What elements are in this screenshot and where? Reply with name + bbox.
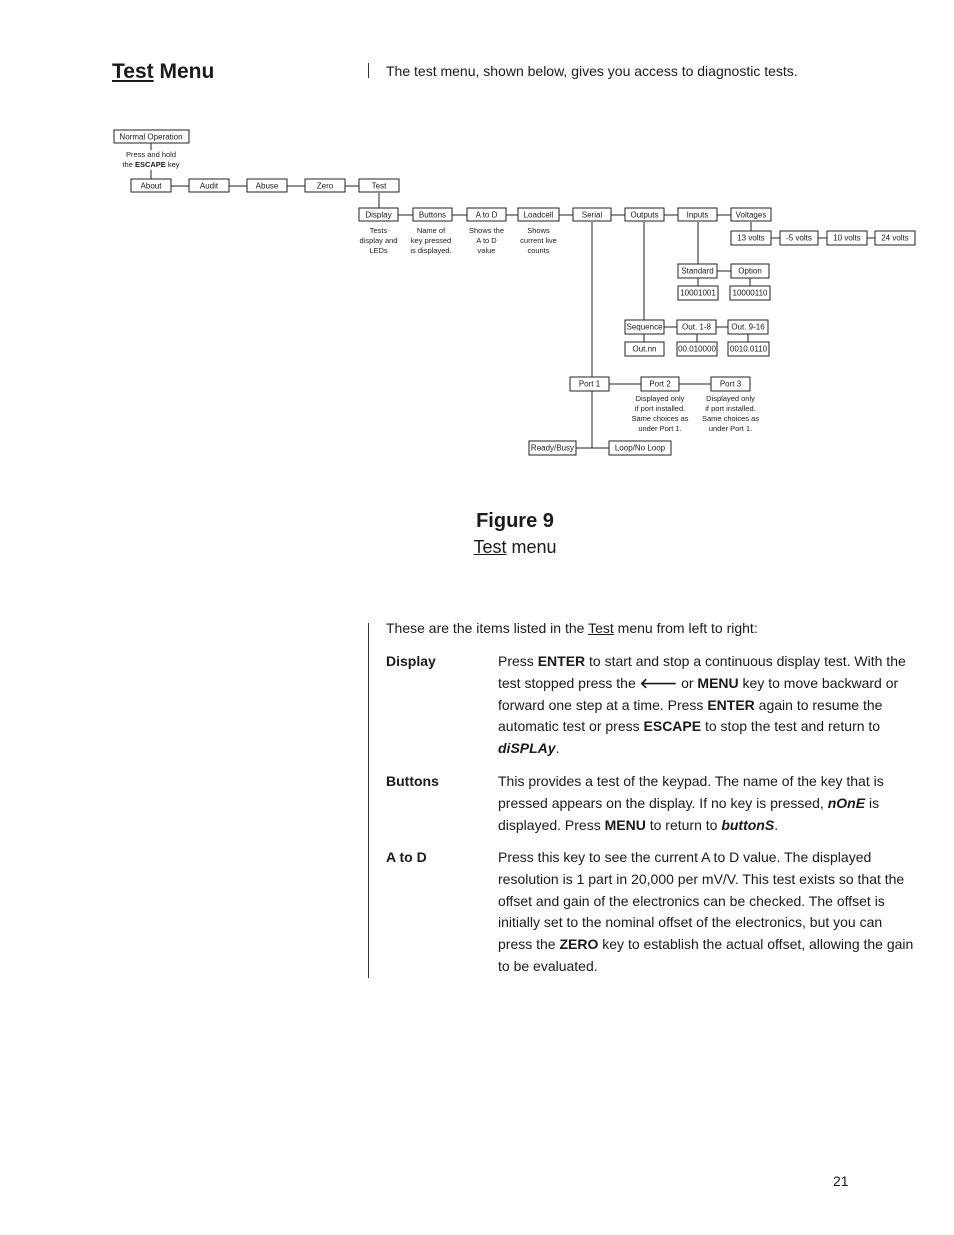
test-label-inputs: Inputs: [686, 210, 709, 220]
output-value-out-9-16: 0010.0110: [729, 344, 768, 354]
term-atod: A to D: [386, 849, 427, 865]
port-label-1: Port 1: [578, 379, 601, 389]
test-label-outputs: Outputs: [630, 210, 659, 220]
def-buttons: This provides a test of the keypad. The name of the key that is pressed appears on the display. If no key is pressed, nOnE is displayed. Press MENU to return to buttonS.: [498, 773, 884, 833]
note-display-1: Tests: [369, 226, 388, 235]
test-item-notes: [360, 226, 557, 255]
caption-underlined: Test: [473, 537, 507, 557]
test-label-atod: A to D: [475, 210, 498, 220]
note-buttons-2: key pressed: [410, 236, 452, 245]
menu-label-about: About: [140, 181, 162, 191]
output-label-out-9-16: Out. 9-16: [731, 322, 765, 332]
caption-rest: menu: [506, 537, 557, 557]
test-label-buttons: Buttons: [418, 210, 447, 220]
output-value-sequence: Out.nn: [632, 344, 657, 354]
title-underlined: Test: [112, 60, 154, 83]
port3-note-4: under Port 1.: [708, 424, 753, 433]
note-atod-2: A to D: [476, 236, 497, 245]
note-loadcell-1: Shows: [527, 226, 550, 235]
note-atod-1: Shows the: [468, 226, 505, 235]
ready-busy-label: Ready/Busy: [530, 443, 575, 453]
port-notes: [631, 394, 759, 433]
test-menu-diagram: [0, 0, 954, 470]
port2-note-2: if port installed.: [634, 404, 686, 413]
input-label-standard: Standard: [681, 266, 714, 276]
items-lead: These are the items listed in the Test menu from left to right:: [386, 620, 758, 636]
port3-note-3: Same choices as: [701, 414, 760, 423]
intro-text: The test menu, shown below, gives you access to diagnostic tests.: [386, 63, 798, 79]
port-label-2: Port 2: [649, 379, 671, 389]
loop-no-loop-label: Loop/No Loop: [614, 443, 666, 453]
menu-label-audit: Audit: [199, 181, 219, 191]
port3-note-2: if port installed.: [705, 404, 756, 413]
escape-note-line2: the ESCAPE key: [122, 160, 180, 169]
note-loadcell-2: current live: [520, 236, 557, 245]
voltage-label-10: 10 volts: [833, 233, 861, 243]
menu-label-test: Test: [371, 181, 387, 191]
note-buttons-1: Name of: [416, 226, 446, 235]
port2-note-3: Same choices as: [631, 414, 689, 423]
note-display-2: display and: [359, 236, 398, 245]
input-value-option: 10000110: [732, 288, 768, 298]
output-label-out-1-8: Out. 1-8: [682, 322, 711, 332]
voltage-label-13: 13 volts: [737, 233, 765, 243]
menu-label-abuse: Abuse: [255, 181, 279, 191]
margin-rule-items: [368, 623, 369, 978]
def-display: Press ENTER to start and stop a continuous display test. With the test stopped press the 🡐 or MENU key to move backward or forward one step at a time. Press ENTER again to resume the automatic test or press ESCAPE to stop the test and return to diSPLAy.: [498, 653, 906, 757]
figure-label: Figure 9: [476, 510, 554, 532]
input-label-option: Option: [738, 266, 762, 276]
test-label-voltages: Voltages: [735, 210, 767, 220]
voltage-label-24: 24 volts: [881, 233, 909, 243]
note-buttons-3: is displayed.: [410, 246, 452, 255]
port2-note-1: Displayed only: [635, 394, 685, 403]
port-label-3: Port 3: [719, 379, 742, 389]
test-label-display: Display: [365, 210, 392, 220]
port3-note-1: Displayed only: [706, 394, 755, 403]
note-display-3: LEDs: [369, 246, 388, 255]
figure-caption: [0, 537, 954, 558]
left-arrow-icon: 🡐: [639, 674, 678, 691]
note-atod-3: value: [477, 246, 496, 255]
test-label-loadcell: Loadcell: [523, 210, 554, 220]
test-label-serial: Serial: [581, 210, 603, 220]
normal-operation-label: Normal Operation: [119, 132, 183, 142]
port2-note-4: under Port 1.: [638, 424, 682, 433]
term-buttons: Buttons: [386, 773, 439, 789]
note-loadcell-3: counts: [527, 246, 550, 255]
output-label-sequence: Sequence: [626, 322, 663, 332]
menu-label-zero: Zero: [316, 181, 334, 191]
output-value-out-1-8: 00.010000: [678, 344, 716, 354]
title-rest: Menu: [153, 60, 215, 83]
term-display: Display: [386, 653, 436, 669]
page-number: 21: [833, 1173, 849, 1189]
voltage-label-minus5: -5 volts: [786, 233, 812, 243]
def-atod: Press this key to see the current A to D value. The displayed resolution is 1 part in 20,000 per mV/V. This test exists so that the offset and gain of the electronics can be checked. The offset is initially set to the nominal offset of the electronics, but you can press the ZERO key to establish the actual offset, allowing the gain to be evaluated.: [498, 849, 914, 974]
escape-note-line1: Press and hold: [125, 150, 177, 159]
input-value-standard: 10001001: [680, 288, 716, 298]
